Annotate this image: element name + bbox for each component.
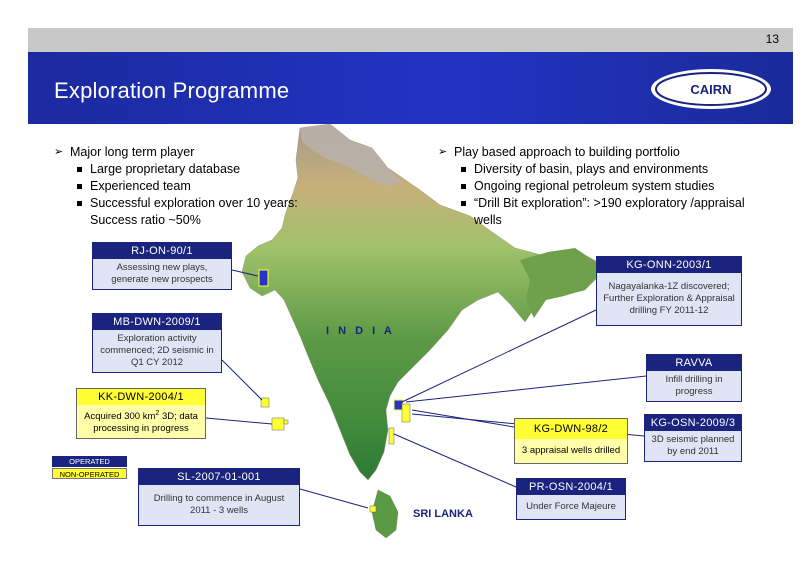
block-name: KK-DWN-2004/1 (77, 389, 205, 405)
block-ravva (646, 354, 742, 402)
block-description: Under Force Majeure (517, 495, 625, 519)
northeast-region (520, 248, 598, 318)
block-description: Nagayalanka-1Z discovered; Further Exploration & Appraisal drilling FY 2011-12 (597, 273, 741, 325)
left-bullet-item: Large proprietary database (54, 161, 324, 178)
block-kg-dwn-98-2 (514, 418, 628, 464)
sri-lanka-landmass (372, 490, 398, 538)
block-description: Exploration activity commenced; 2D seismic in Q1 CY 2012 (93, 330, 221, 372)
block-kk-dwn-2004-1 (76, 388, 206, 439)
block-kg-osn-2009-3 (644, 414, 742, 462)
right-bullet-item: Diversity of basin, plays and environments (438, 161, 768, 178)
left-bullet-item: Experienced team (54, 178, 324, 195)
block-name: RAVVA (647, 355, 741, 371)
right-bullet-item: “Drill Bit exploration”: >190 exploratory /appraisal wells (438, 195, 768, 229)
left-bullet-heading: ➢ Major long term player (54, 144, 324, 161)
block-description: Drilling to commence in August 2011 - 3 wells (139, 485, 299, 525)
block-description: Assessing new plays, generate new prospects (93, 259, 231, 289)
block-name: PR-OSN-2004/1 (517, 479, 625, 495)
slide-title: Exploration Programme (54, 78, 290, 103)
block-description: 3D seismic planned by end 2011 (645, 431, 741, 461)
block-name: RJ-ON-90/1 (93, 243, 231, 259)
block-description: 3 appraisal wells drilled (515, 439, 627, 463)
block-pr-osn-2004-1 (516, 478, 626, 520)
left-bullet-list (54, 144, 324, 229)
block-name: KG-DWN-98/2 (515, 419, 627, 439)
block-rj-on-90-1 (92, 242, 232, 290)
left-bullet-item: Successful exploration over 10 years: Success ratio ~50% (54, 195, 324, 229)
legend-operated: OPERATED (52, 456, 127, 467)
block-mb-dwn-2009-1 (92, 313, 222, 373)
india-map-label: I N D I A (326, 325, 395, 337)
block-kg-onn-2003-1 (596, 256, 742, 326)
block-description: Infill drilling in progress (647, 371, 741, 401)
block-name: KG-OSN-2009/3 (645, 415, 741, 431)
block-name: KG-ONN-2003/1 (597, 257, 741, 273)
block-sl-2007-01-001 (138, 468, 300, 526)
page-number: 13 (765, 32, 779, 46)
legend-non-operated: NON-OPERATED (52, 468, 127, 479)
right-bullet-item: Ongoing regional petroleum system studies (438, 178, 768, 195)
right-bullet-heading: ➢ Play based approach to building portfolio (438, 144, 768, 161)
right-bullet-list (438, 144, 768, 229)
block-name: MB-DWN-2009/1 (93, 314, 221, 330)
sri-lanka-map-label: SRI LANKA (413, 508, 473, 520)
logo-text: CAIRN (690, 82, 732, 97)
block-description: Acquired 300 $km^2$ 3D; data processing in progress (77, 405, 205, 438)
block-name: SL-2007-01-001 (139, 469, 299, 485)
